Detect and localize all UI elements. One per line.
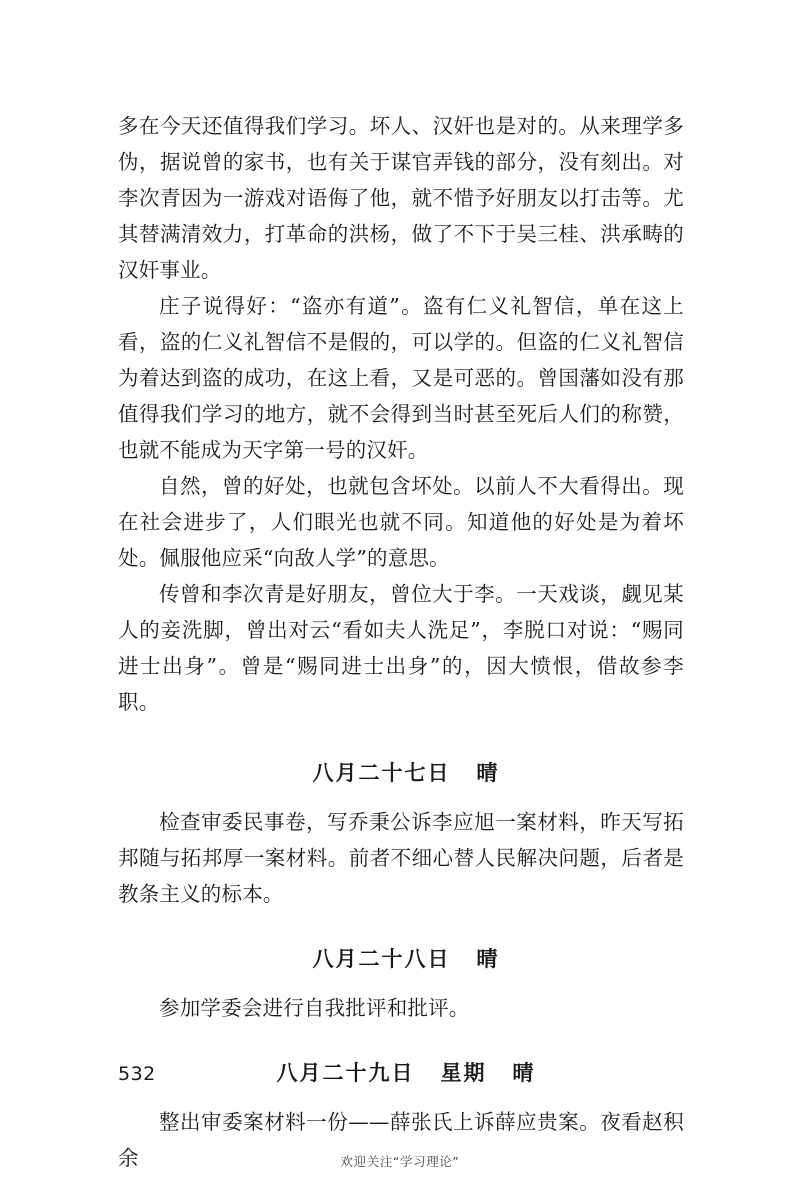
paragraph-4: 传曾和李次青是好朋友，曾位大于李。一天戏谈，觑见某人的妾洗脚，曾出对云“看如夫人洗足”，李脱口对说：“赐同进士出身”。曾是“赐同进士出身”的，因大愤恨，借故参李职。: [118, 582, 684, 714]
paragraph-3: 自然，曾的好处，也就包含坏处。以前人不大看得出。现在社会进步了，人们眼光也就不同。知道他的好处是为着坏处。佩服他应采“向敌人学”的意思。: [118, 474, 684, 570]
diary-extra-3: 星期: [440, 1060, 487, 1085]
diary-date-heading-1: [118, 756, 684, 790]
paragraph-6: 参加学委会进行自我批评和批评。: [159, 996, 470, 1020]
diary-date-3: 八月二十九日: [276, 1060, 415, 1085]
paragraph-2: 庄子说得好：“盗亦有道”。盗有仁义礼智信，单在这上看，盗的仁义礼智信不是假的，可以学的。但盗的仁义礼智信为着达到盗的成功，在这上看，又是可恶的。曾国藩如没有那值得我们学习的地方，就不会得到当时甚至死后人们的称赞，也就不能成为天字第一号的汉奸。: [118, 294, 684, 462]
diary-date-2: 八月二十八日: [312, 946, 451, 971]
diary-weather-2: 晴: [476, 946, 500, 971]
page-number: 532: [118, 1063, 156, 1085]
diary-date-heading-2: [118, 942, 684, 976]
paragraph-1: 多在今天还值得我们学习。坏人、汉奸也是对的。从来理学多伪，据说曾的家书，也有关于谋官弄钱的部分，没有刻出。对李次青因为一游戏对语侮了他，就不惜予好朋友以打击等。尤其替满清效力，打革命的洪杨，做了不下于吴三桂、洪承畴的汉奸事业。: [118, 114, 684, 282]
diary-weather-1: 晴: [476, 760, 500, 785]
paragraph-7: 整出审委案材料一份——薛张氏上诉薛应贵案。夜看赵积余: [118, 1110, 684, 1170]
diary-date-1: 八月二十七日: [312, 760, 451, 785]
paragraph-5: 检查审委民事卷，写乔秉公诉李应旭一案材料，昨天写拓邦随与拓邦厚一案材料。前者不细心替人民解决问题，后者是教条主义的标本。: [118, 810, 684, 906]
diary-weather-3: 晴: [512, 1060, 536, 1085]
page-content: [118, 108, 684, 1176]
footer-note: 欢迎关注“学习理论”: [340, 1154, 460, 1169]
diary-date-heading-3: [118, 1056, 684, 1090]
